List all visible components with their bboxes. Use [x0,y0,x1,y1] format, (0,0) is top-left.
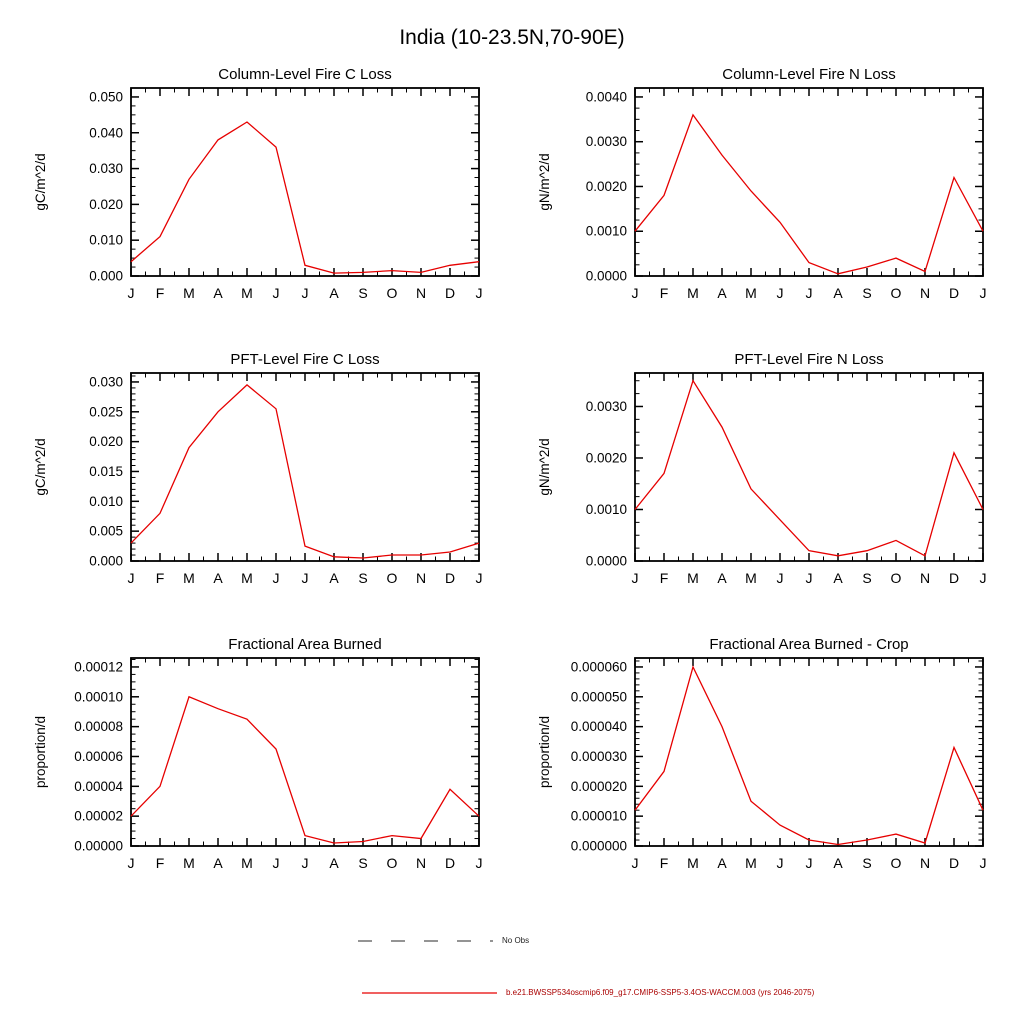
svg-text:A: A [329,855,339,871]
legend-series [362,988,814,997]
svg-text:0.030: 0.030 [89,161,123,177]
svg-text:J: J [776,570,784,586]
svg-text:A: A [833,285,843,301]
svg-text:0.00010: 0.00010 [74,689,123,705]
svg-text:M: M [241,855,253,871]
svg-text:0.050: 0.050 [89,89,123,105]
chart-svg [527,343,1001,628]
svg-text:M: M [241,570,253,586]
svg-text:0.0010: 0.0010 [585,501,627,517]
svg-text:S: S [862,855,872,871]
svg-text:O: O [890,855,902,871]
chart-fractional-area-burned [23,628,497,913]
svg-text:O: O [386,285,398,301]
svg-text:M: M [183,285,195,301]
svg-text:F: F [659,570,669,586]
svg-text:O: O [890,570,902,586]
page-title: India (10-23.5N,70-90E) [399,26,625,49]
svg-text:J: J [301,855,309,871]
svg-text:D: D [444,570,456,586]
svg-text:0.010: 0.010 [89,232,123,248]
svg-text:0.0000: 0.0000 [585,553,627,569]
svg-text:S: S [358,570,368,586]
series-line-icon [362,989,497,997]
svg-text:J: J [127,285,135,301]
svg-text:gC/m^2/d: gC/m^2/d [33,438,48,496]
svg-text:PFT-Level Fire N Loss: PFT-Level Fire N Loss [734,351,884,368]
legend-no-obs [358,936,529,945]
svg-text:J: J [979,855,987,871]
svg-text:0.025: 0.025 [89,404,123,420]
svg-text:M: M [687,570,699,586]
svg-text:0.030: 0.030 [89,374,123,390]
svg-text:Fractional Area Burned - Crop: Fractional Area Burned - Crop [709,636,909,653]
svg-text:0.00012: 0.00012 [74,659,123,675]
svg-text:J: J [979,285,987,301]
svg-text:0.0020: 0.0020 [585,450,627,466]
svg-text:M: M [687,855,699,871]
chart-svg [23,628,497,913]
chart-svg [23,343,497,628]
svg-text:D: D [948,285,960,301]
svg-text:gN/m^2/d: gN/m^2/d [537,438,552,496]
svg-text:J: J [631,570,639,586]
svg-text:J: J [776,285,784,301]
svg-text:A: A [213,570,223,586]
svg-text:0.000010: 0.000010 [570,808,627,824]
no-obs-dashed-line-icon [358,937,493,945]
chart-svg [527,58,1001,343]
svg-text:M: M [745,285,757,301]
svg-text:J: J [272,855,280,871]
svg-text:M: M [687,285,699,301]
svg-text:0.005: 0.005 [89,523,123,539]
svg-text:J: J [301,570,309,586]
charts-grid [0,58,1024,913]
svg-text:D: D [948,570,960,586]
svg-text:J: J [272,570,280,586]
svg-text:0.020: 0.020 [89,196,123,212]
svg-text:Fractional Area Burned: Fractional Area Burned [228,636,382,653]
chart-column-level-fire-c-loss [23,58,497,343]
svg-text:J: J [127,570,135,586]
svg-text:0.0030: 0.0030 [585,398,627,414]
svg-text:O: O [386,570,398,586]
svg-text:0.0010: 0.0010 [585,223,627,239]
svg-text:A: A [213,855,223,871]
svg-text:J: J [475,855,483,871]
svg-text:A: A [329,570,339,586]
svg-text:M: M [183,570,195,586]
svg-text:gC/m^2/d: gC/m^2/d [33,153,48,211]
svg-text:0.000030: 0.000030 [570,748,627,764]
svg-text:M: M [241,285,253,301]
svg-text:F: F [155,285,165,301]
svg-text:0.020: 0.020 [89,434,123,450]
svg-text:N: N [919,285,931,301]
svg-text:S: S [358,285,368,301]
svg-text:J: J [631,285,639,301]
svg-text:0.00008: 0.00008 [74,719,123,735]
svg-text:0.040: 0.040 [89,125,123,141]
svg-text:M: M [745,855,757,871]
svg-text:D: D [948,855,960,871]
svg-text:Column-Level Fire C Loss: Column-Level Fire C Loss [218,66,392,83]
svg-text:A: A [833,570,843,586]
svg-text:A: A [717,855,727,871]
svg-text:N: N [919,855,931,871]
svg-text:J: J [979,570,987,586]
svg-text:N: N [415,285,427,301]
svg-text:A: A [213,285,223,301]
svg-text:0.00006: 0.00006 [74,748,123,764]
svg-text:Column-Level Fire N Loss: Column-Level Fire N Loss [722,66,896,83]
chart-svg [527,628,1001,913]
svg-text:F: F [659,285,669,301]
svg-text:J: J [272,285,280,301]
svg-text:J: J [805,285,813,301]
svg-text:proportion/d: proportion/d [33,715,48,789]
series-label: b.e21.BWSSP534oscmip6.f09_g17.CMIP6-SSP5-3.4OS-WACCM.003 (yrs 2046-2075) [506,988,815,997]
svg-text:0.015: 0.015 [89,463,123,479]
svg-text:0.00000: 0.00000 [74,838,123,854]
svg-text:0.0040: 0.0040 [585,89,627,105]
svg-text:D: D [444,285,456,301]
svg-text:S: S [358,855,368,871]
svg-text:F: F [659,855,669,871]
svg-text:0.00004: 0.00004 [74,778,123,794]
svg-text:J: J [475,285,483,301]
no-obs-label: No Obs [502,936,530,945]
svg-text:J: J [301,285,309,301]
svg-text:F: F [155,855,165,871]
svg-text:S: S [862,570,872,586]
svg-text:0.000050: 0.000050 [570,689,627,705]
svg-text:N: N [415,855,427,871]
svg-text:0.000040: 0.000040 [570,719,627,735]
svg-text:A: A [329,285,339,301]
svg-text:J: J [776,855,784,871]
svg-text:0.0000: 0.0000 [585,268,627,284]
svg-text:0.00002: 0.00002 [74,808,123,824]
svg-text:O: O [890,285,902,301]
svg-text:0.000060: 0.000060 [570,659,627,675]
svg-text:S: S [862,285,872,301]
svg-text:0.010: 0.010 [89,493,123,509]
svg-text:0.000000: 0.000000 [570,838,627,854]
svg-text:proportion/d: proportion/d [537,715,552,789]
svg-text:0.000: 0.000 [89,268,123,284]
svg-text:J: J [475,570,483,586]
svg-text:O: O [386,855,398,871]
svg-text:0.0020: 0.0020 [585,178,627,194]
svg-text:A: A [833,855,843,871]
chart-pft-level-fire-n-loss [527,343,1001,628]
svg-text:J: J [805,570,813,586]
svg-text:D: D [444,855,456,871]
svg-text:J: J [127,855,135,871]
svg-text:PFT-Level Fire C Loss: PFT-Level Fire C Loss [230,351,380,368]
svg-text:0.000020: 0.000020 [570,778,627,794]
svg-text:M: M [183,855,195,871]
svg-text:J: J [631,855,639,871]
svg-text:N: N [919,570,931,586]
chart-column-level-fire-n-loss [527,58,1001,343]
svg-text:0.000: 0.000 [89,553,123,569]
svg-text:0.0030: 0.0030 [585,134,627,150]
svg-text:F: F [155,570,165,586]
chart-svg [23,58,497,343]
svg-text:A: A [717,285,727,301]
svg-text:N: N [415,570,427,586]
svg-text:M: M [745,570,757,586]
chart-fractional-area-burned-crop [527,628,1001,913]
svg-text:J: J [805,855,813,871]
svg-text:gN/m^2/d: gN/m^2/d [537,153,552,211]
chart-pft-level-fire-c-loss [23,343,497,628]
svg-text:A: A [717,570,727,586]
